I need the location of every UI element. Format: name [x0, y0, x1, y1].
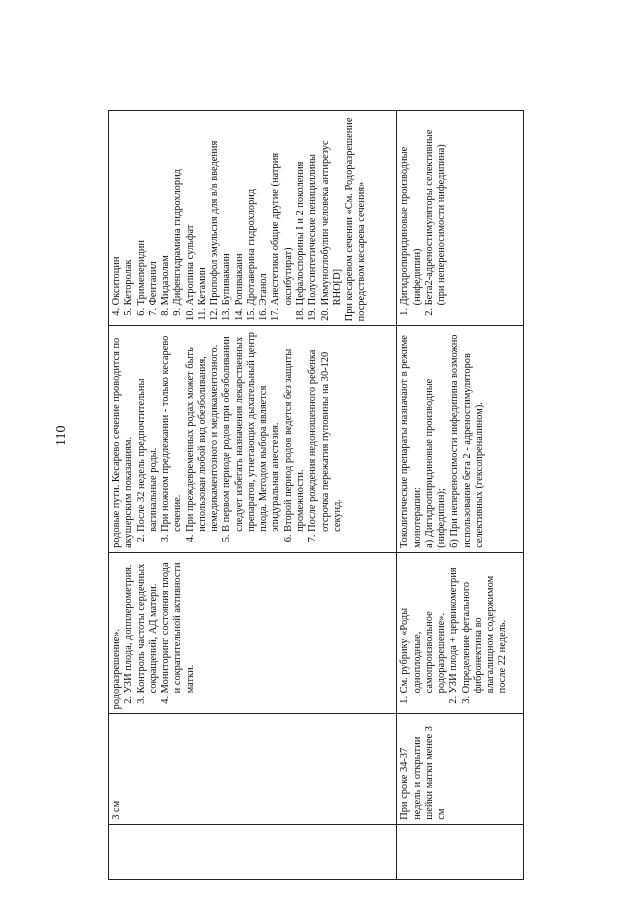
- exams-cell: [397, 552, 524, 713]
- recommendations-list: [111, 330, 344, 548]
- stage-cell: [109, 824, 397, 879]
- list-item: родовые пути. Кесарево сечение проводится по акушерским показаниям.: [111, 337, 135, 548]
- list-item: 4. Окситоцин: [111, 115, 123, 305]
- list-item: 8. Мидазолам: [160, 115, 172, 305]
- list-item: 3. Определение фетального фибронектина во влагалищном содержимом после 22 недель.: [461, 557, 510, 693]
- list-item: 18. Цефалоспорины I и 2 поколения: [295, 115, 307, 305]
- table-row: [397, 111, 524, 880]
- condition-cell: При сроке 34-37 недель и открытии шейки матки менее 3 см: [397, 714, 524, 824]
- list-item: 7. После рождения недоношенного ребенка отсрочка пережатия пуповины на 30-120 секунд.: [307, 330, 344, 532]
- table-row: [109, 111, 397, 880]
- tocolysis-option: б) При непереносимости нифедипина возможно использование бета 2 - адреностимуляторов селективных (гексопреналином).: [449, 334, 485, 548]
- list-item: 17. Анестетики общие другие (натрия оксибутират): [270, 115, 295, 305]
- list-item: 9. Дифенгидрамина гидрохлорид: [172, 115, 184, 305]
- drugs-note: При кесаревом сечении «См. Родоразрешение посредством кесарева сечения»: [344, 117, 368, 322]
- list-item: 5. В первом периоде родов при обезболивании следует избегать назначения лекарственных препаратов, угнетающих дыхательный центр плода. Методом выбора является эпидуральная анестезия.: [221, 330, 282, 532]
- list-item: 1. Дигидропиридиновые производные (нифедипин): [399, 115, 424, 305]
- list-item: 7. Фентанил: [148, 115, 160, 305]
- list-item: 2. УЗИ плода + цервикометрия: [448, 557, 460, 693]
- exams-cell: [109, 552, 397, 713]
- condition-cell: 3 см: [109, 714, 397, 824]
- recommendations-cell: [397, 326, 524, 553]
- list-item: 2. Бета2-адреностимуляторы селективные (при непереносимости нифедипина): [424, 115, 449, 305]
- drugs-list: [111, 115, 344, 321]
- list-item: 16. Этанол: [258, 115, 270, 305]
- drugs-cell: [397, 111, 524, 326]
- stage-cell: [397, 824, 524, 879]
- protocol-table: [108, 110, 524, 880]
- exams-list: [399, 557, 509, 709]
- list-item: 3. Контроль частоты сердечных сокращений, АД матери.: [136, 557, 161, 693]
- list-item: 4. Мониторинг состояния плода и сократительной активности матки.: [160, 557, 197, 693]
- list-item: 11. Кетамин: [197, 115, 209, 305]
- list-item: 4. При преждевременных родах может быть использован любой вид обезболивания, немедикаментозного и медикаментозного.: [185, 330, 222, 532]
- page-number: 110: [54, 425, 69, 446]
- tocolysis-option: а) Дигидропиридиновые производные (нифедипин);: [423, 378, 448, 548]
- drugs-cell: [109, 111, 397, 326]
- drugs-list: [399, 115, 448, 321]
- tocolysis-intro: Токолитические препараты назначают в режиме монотерапии:: [399, 335, 423, 548]
- list-item: 2. После 32 недель предпочтительны вагинальные роды.: [136, 330, 161, 532]
- list-item: родоразрешение».: [111, 628, 122, 710]
- clinical-table: [108, 110, 524, 880]
- list-item: 12. Пропофол эмульсия для в/в введения: [209, 115, 221, 305]
- list-item: 5. Кеторолак: [123, 115, 135, 305]
- list-item: 15. Дротаверина гидрохлорид: [246, 115, 258, 305]
- list-item: 3. При ножном предлежании - только кесарево сечение.: [160, 330, 185, 532]
- list-item: 1. См. рубрику «Роды одноплодные, самопроизвольное родоразрешение».: [399, 557, 448, 693]
- list-item: 13. Бупивакаин: [221, 115, 233, 305]
- list-item: 19. Полусинтетические пенициллины: [307, 115, 319, 305]
- list-item: 2. УЗИ плода, допплерометрия.: [123, 557, 135, 693]
- list-item: 10. Атропина сульфат: [185, 115, 197, 305]
- list-item: 14. Ропивакаин: [234, 115, 246, 305]
- list-item: 20. Иммуноглобулин человека антирезус RHO[D]: [320, 115, 345, 305]
- recommendations-cell: [109, 326, 397, 553]
- exams-list: [111, 557, 197, 709]
- list-item: 6. Второй период родов ведется без защиты промежности.: [283, 330, 308, 532]
- list-item: 6. Тримеперидин: [136, 115, 148, 305]
